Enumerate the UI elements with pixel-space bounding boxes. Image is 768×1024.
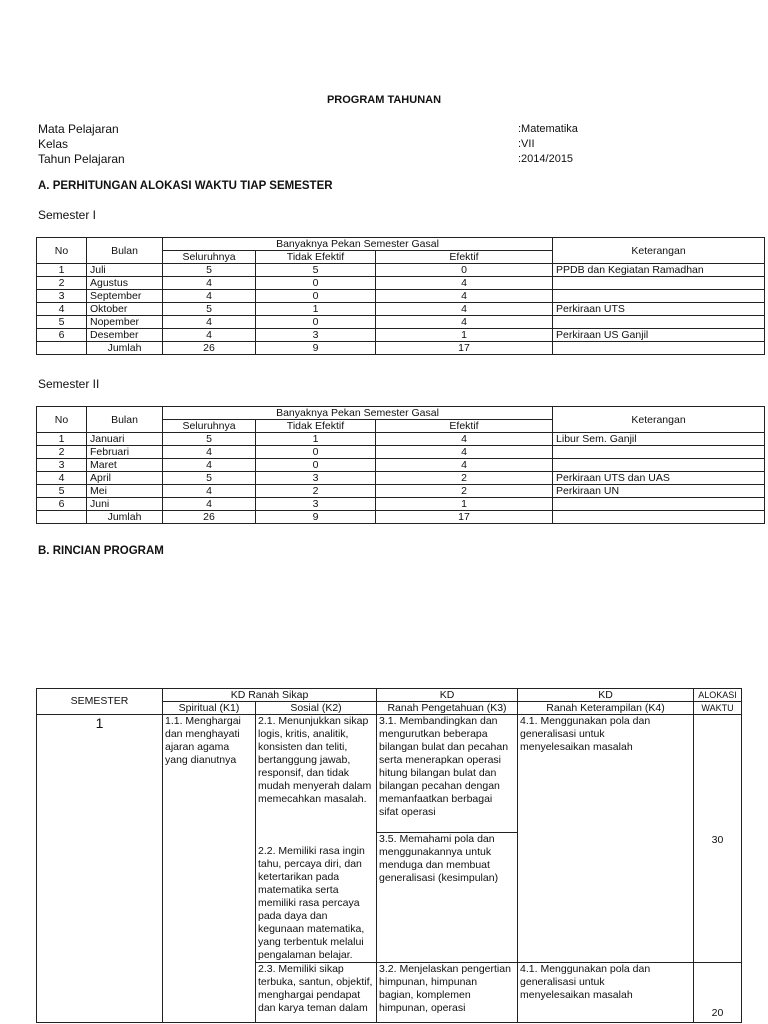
semester-2-rows bbox=[37, 433, 765, 511]
cell-efektif: 4 bbox=[376, 316, 553, 329]
cell-no: 1 bbox=[37, 433, 87, 446]
cell-keterangan bbox=[553, 459, 765, 472]
cell-seluruhnya: 5 bbox=[163, 433, 256, 446]
cell-k3-3-1: 3.1. Membandingkan dan mengurutkan beberapa bilangan bulat dan pecahan serta menerapkan operasi hitung bilangan bulat dan bilangan pecahan dengan memanfaatkan berbagai sifat operasi bbox=[377, 715, 518, 833]
header-ranah-keterampilan: Ranah Keterampilan (K4) bbox=[518, 702, 694, 715]
header-keterangan: Keterangan bbox=[553, 238, 765, 264]
cell-tidak-efektif: 3 bbox=[256, 498, 376, 511]
meta-value-tahun-pelajaran: :2014/2015 bbox=[518, 153, 574, 165]
cell-tidak-efektif: 0 bbox=[256, 277, 376, 290]
cell-efektif: 4 bbox=[376, 277, 553, 290]
cell-tidak-efektif: 0 bbox=[256, 290, 376, 303]
cell-keterangan: Perkiraan UN bbox=[553, 485, 765, 498]
cell-tidak-efektif: 3 bbox=[256, 329, 376, 342]
cell-efektif: 4 bbox=[376, 303, 553, 316]
table-row bbox=[37, 303, 765, 316]
cell-alokasi-30: 30 bbox=[694, 715, 742, 963]
cell-seluruhnya: 4 bbox=[163, 446, 256, 459]
meta-value-mata-pelajaran: :Matematika bbox=[518, 123, 578, 135]
cell-tidak-efektif: 1 bbox=[256, 303, 376, 316]
header-no: No bbox=[37, 407, 87, 433]
cell-k2-2-1: 2.1. Menunjukkan sikap logis, kritis, analitik, konsisten dan teliti, bertanggung jawab, responsif, dan tidak mudah menyerah dalam memecahkan masalah. bbox=[256, 715, 377, 833]
cell-bulan: Desember bbox=[87, 329, 163, 342]
table-row bbox=[37, 329, 765, 342]
table-row bbox=[37, 472, 765, 485]
cell-no: 6 bbox=[37, 498, 87, 511]
cell-no: 4 bbox=[37, 303, 87, 316]
meta-label-tahun-pelajaran: Tahun Pelajaran bbox=[38, 152, 125, 166]
cell-no: 2 bbox=[37, 446, 87, 459]
cell-bulan: Januari bbox=[87, 433, 163, 446]
cell-keterangan bbox=[553, 277, 765, 290]
header-tidak-efektif: Tidak Efektif bbox=[256, 251, 376, 264]
header-kd-pengetahuan: KD bbox=[377, 689, 518, 702]
meta-value-kelas: :VII bbox=[518, 138, 535, 150]
table-row bbox=[37, 316, 765, 329]
header-efektif: Efektif bbox=[376, 251, 553, 264]
cell-total-tidak-efektif: 9 bbox=[256, 342, 376, 355]
header-bulan: Bulan bbox=[87, 238, 163, 264]
cell-efektif: 2 bbox=[376, 472, 553, 485]
header-seluruhnya: Seluruhnya bbox=[163, 420, 256, 433]
table-row bbox=[37, 446, 765, 459]
table-row bbox=[37, 264, 765, 277]
cell-k2-2-3: 2.3. Memiliki sikap terbuka, santun, objektif, menghargai pendapat dan karya teman dalam bbox=[256, 963, 377, 1023]
section-b-heading: B. RINCIAN PROGRAM bbox=[38, 545, 164, 557]
page-title: PROGRAM TAHUNAN bbox=[326, 94, 442, 106]
cell-keterangan bbox=[553, 316, 765, 329]
cell-keterangan bbox=[553, 446, 765, 459]
cell-seluruhnya: 4 bbox=[163, 290, 256, 303]
cell-tidak-efektif: 0 bbox=[256, 459, 376, 472]
cell-bulan: Juni bbox=[87, 498, 163, 511]
cell-efektif: 1 bbox=[376, 498, 553, 511]
header-seluruhnya: Seluruhnya bbox=[163, 251, 256, 264]
semester-2-label: Semester II bbox=[38, 377, 100, 391]
cell-keterangan bbox=[553, 498, 765, 511]
cell-k3-3-5: 3.5. Memahami pola dan menggunakannya untuk menduga dan membuat generalisasi (kesimpulan) bbox=[377, 833, 518, 963]
header-kd-keterampilan: KD bbox=[518, 689, 694, 702]
table-row bbox=[37, 277, 765, 290]
cell-efektif: 4 bbox=[376, 290, 553, 303]
cell-jumlah: Jumlah bbox=[87, 342, 163, 355]
cell-semester bbox=[37, 715, 163, 1023]
semester-1-rows bbox=[37, 264, 765, 342]
header-banyaknya-pekan: Banyaknya Pekan Semester Gasal bbox=[163, 407, 553, 420]
cell-seluruhnya: 4 bbox=[163, 329, 256, 342]
header-kd-ranah-sikap: KD Ranah Sikap bbox=[163, 689, 377, 702]
table-row-total bbox=[37, 342, 765, 355]
cell-keterangan: Perkiraan UTS bbox=[553, 303, 765, 316]
meta-label-mata-pelajaran: Mata Pelajaran bbox=[38, 122, 119, 136]
cell-total-seluruhnya: 26 bbox=[163, 342, 256, 355]
header-tidak-efektif: Tidak Efektif bbox=[256, 420, 376, 433]
cell-keterangan bbox=[553, 290, 765, 303]
cell-bulan: Februari bbox=[87, 446, 163, 459]
cell-tidak-efektif: 5 bbox=[256, 264, 376, 277]
cell-seluruhnya: 5 bbox=[163, 472, 256, 485]
section-a-heading: A. PERHITUNGAN ALOKASI WAKTU TIAP SEMESTER bbox=[38, 180, 333, 192]
table-row bbox=[37, 290, 765, 303]
cell-bulan: Maret bbox=[87, 459, 163, 472]
cell-no: 3 bbox=[37, 290, 87, 303]
cell-k2-2-2: 2.2. Memiliki rasa ingin tahu, percaya diri, dan ketertarikan pada matematika serta memiliki rasa percaya pada daya dan kegunaan matematika, yang terbentuk melalui pengalaman belajar. bbox=[256, 833, 377, 963]
table-row bbox=[37, 498, 765, 511]
cell-tidak-efektif: 2 bbox=[256, 485, 376, 498]
header-sosial: Sosial (K2) bbox=[256, 702, 377, 715]
header-waktu: WAKTU bbox=[694, 702, 742, 715]
rincian-program-table bbox=[36, 688, 742, 1023]
cell-efektif: 4 bbox=[376, 446, 553, 459]
header-keterangan: Keterangan bbox=[553, 407, 765, 433]
semester-number: 1 bbox=[95, 715, 104, 731]
cell-seluruhnya: 5 bbox=[163, 264, 256, 277]
cell-k3-3-2: 3.2. Menjelaskan pengertian himpunan, himpunan bagian, komplemen himpunan, operasi bbox=[377, 963, 518, 1023]
cell-bulan: Oktober bbox=[87, 303, 163, 316]
cell-total-efektif: 17 bbox=[376, 511, 553, 524]
cell-no: 6 bbox=[37, 329, 87, 342]
header-banyaknya-pekan: Banyaknya Pekan Semester Gasal bbox=[163, 238, 553, 251]
cell-efektif: 2 bbox=[376, 485, 553, 498]
cell-no: 1 bbox=[37, 264, 87, 277]
cell-keterangan: Perkiraan US Ganjil bbox=[553, 329, 765, 342]
cell-k1: 1.1. Menghargai dan menghayati ajaran agama yang dianutnya bbox=[163, 715, 256, 1023]
cell-alokasi-20: 20 bbox=[694, 963, 742, 1023]
cell-efektif: 4 bbox=[376, 459, 553, 472]
cell-keterangan: PPDB dan Kegiatan Ramadhan bbox=[553, 264, 765, 277]
cell-no: 2 bbox=[37, 277, 87, 290]
cell-bulan: Mei bbox=[87, 485, 163, 498]
cell-tidak-efektif: 0 bbox=[256, 446, 376, 459]
table-row bbox=[37, 459, 765, 472]
cell-keterangan: Perkiraan UTS dan UAS bbox=[553, 472, 765, 485]
semester-1-table bbox=[36, 237, 765, 355]
semester-1-label: Semester I bbox=[38, 208, 97, 222]
cell-bulan: Juli bbox=[87, 264, 163, 277]
cell-bulan: April bbox=[87, 472, 163, 485]
semester-2-table bbox=[36, 406, 765, 524]
cell-efektif: 1 bbox=[376, 329, 553, 342]
cell-seluruhnya: 4 bbox=[163, 316, 256, 329]
table-row bbox=[37, 485, 765, 498]
cell-seluruhnya: 5 bbox=[163, 303, 256, 316]
cell-seluruhnya: 4 bbox=[163, 498, 256, 511]
header-semester: SEMESTER bbox=[37, 689, 163, 715]
header-spiritual: Spiritual (K1) bbox=[163, 702, 256, 715]
cell-seluruhnya: 4 bbox=[163, 459, 256, 472]
cell-total-efektif: 17 bbox=[376, 342, 553, 355]
meta-label-kelas: Kelas bbox=[38, 137, 69, 151]
cell-bulan: September bbox=[87, 290, 163, 303]
cell-bulan: Agustus bbox=[87, 277, 163, 290]
cell-total-tidak-efektif: 9 bbox=[256, 511, 376, 524]
header-bulan: Bulan bbox=[87, 407, 163, 433]
cell-tidak-efektif: 0 bbox=[256, 316, 376, 329]
cell-efektif: 0 bbox=[376, 264, 553, 277]
cell-tidak-efektif: 3 bbox=[256, 472, 376, 485]
cell-no: 5 bbox=[37, 316, 87, 329]
cell-jumlah: Jumlah bbox=[87, 511, 163, 524]
cell-k4-4-1b: 4.1. Menggunakan pola dan generalisasi untuk menyelesaikan masalah bbox=[518, 963, 694, 1023]
cell-total-seluruhnya: 26 bbox=[163, 511, 256, 524]
header-no: No bbox=[37, 238, 87, 264]
cell-efektif: 4 bbox=[376, 433, 553, 446]
header-alokasi: ALOKASI bbox=[694, 689, 742, 702]
table-row-total bbox=[37, 511, 765, 524]
cell-k4-4-1: 4.1. Menggunakan pola dan generalisasi untuk menyelesaikan masalah bbox=[518, 715, 694, 963]
header-efektif: Efektif bbox=[376, 420, 553, 433]
header-ranah-pengetahuan: Ranah Pengetahuan (K3) bbox=[377, 702, 518, 715]
cell-seluruhnya: 4 bbox=[163, 277, 256, 290]
cell-keterangan: Libur Sem. Ganjil bbox=[553, 433, 765, 446]
cell-no: 5 bbox=[37, 485, 87, 498]
cell-tidak-efektif: 1 bbox=[256, 433, 376, 446]
cell-no: 4 bbox=[37, 472, 87, 485]
table-row bbox=[37, 433, 765, 446]
cell-seluruhnya: 4 bbox=[163, 485, 256, 498]
cell-no: 3 bbox=[37, 459, 87, 472]
cell-bulan: Nopember bbox=[87, 316, 163, 329]
